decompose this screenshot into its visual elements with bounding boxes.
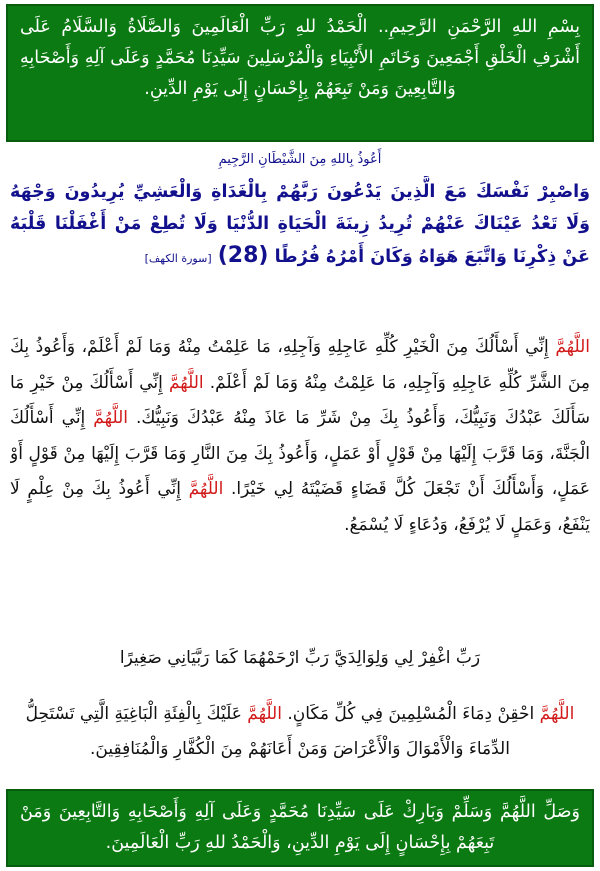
verse-text: وَاصْبِرْ نَفْسَكَ مَعَ الَّذِينَ يَدْعُونَ رَبَّهُمْ بِالْغَدَاةِ وَالْعَشِيِّ يُرِيدُونَ وَجْهَهُ وَلَا تَعْدُ عَيْنَاكَ عَنْهُمْ تُرِيدُ زِينَةَ الْحَيَاةِ الدُّنْيَا وَلَا تُطِعْ مَنْ أَغْفَلْنَا قَلْبَهُ عَنْ ذِكْرِنَا وَاتَّبَعَ هَوَاهُ وَكَانَ أَمْرُهُ فُرُطًا [10,182,590,267]
dua-part-4: إِنِّي أَعُوذُ بِكَ مِنْ عِلْمٍ لَا يَنْفَعُ، وَعَمَلٍ لَا يُرْفَعُ، وَدُعَاءٍ لَا يُسْمَعُ. [10,479,590,535]
allahumma-word: اللَّهُمَّ [93,408,128,428]
dua-part-3: إِنِّي أَسْأَلُكَ الْجَنَّةَ، وَمَا قَرَّبَ إِلَيْهَا مِنْ قَوْلٍ أَوْ عَمَلٍ، وَأَعُوذُ بِكَ مِنَ النَّارِ وَمَا قَرَّبَ إِلَيْهَا مِنْ قَوْلٍ أَوْ عَمَلٍ، وَأَسْأَلُكَ أَنْ تَجْعَلَ كُلَّ قَضَاءٍ قَضَيْتَهُ لِي خَيْرًا. [10,408,590,499]
dua-part-1: إِنِّي أَسْأَلُكَ مِنَ الْخَيْرِ كُلِّهِ عَاجِلِهِ وَآجِلِهِ، مَا عَلِمْتُ مِنْهُ وَمَا لَمْ أَعْلَمْ، وَأَعُوذُ بِكَ مِنَ الشَّرِّ كُلِّهِ عَاجِلِهِ وَآجِلِهِ، مَا عَلِمْتُ مِنْهُ وَمَا لَمْ أَعْلَمْ. [10,337,590,393]
verse-number: (28) [217,243,269,268]
closing-banner-text: وَصَلِّ اللَّهُمَّ وَسَلِّمْ وَبَارِكْ عَلَى سَيِّدِنَا مُحَمَّدٍ وَعَلَى آلِهِ وَأَصْحَابِهِ وَالتَّابِعِينَ وَمَنْ تَبِعَهُمْ بِإِحْسَانٍ إِلَى يَوْمِ الدِّينِ، وَالْحَمْدُ للهِ رَبِّ الْعَالَمِينَ. [20,802,580,853]
allahumma-word: اللَّهُمَّ [539,704,575,724]
dua-paragraph [10,330,590,620]
allahumma-word: اللَّهُمَّ [247,704,282,724]
rabbi-ighfir-line: رَبِّ اغْفِرْ لِي وَلِوَالِدَيَّ رَبِّ ارْحَمْهُمَا كَمَا رَبَّيَانِي صَغِيرًا [119,648,481,668]
istiadha-line: أَعُوذُ بِاللهِ مِنَ الشَّيْطَانِ الرَّجِيمِ [218,152,382,167]
quran-verse [10,176,590,314]
allahumma-word: اللَّهُمَّ [168,372,204,393]
allahumma-word: اللَّهُمَّ [555,337,590,357]
closing-banner [6,789,594,867]
last-dua-paragraph [10,697,590,777]
last-dua-part-2: عَلَيْكَ بِالْفِئَةِ الْبَاغِيَةِ الَّتِي تَسْتَحِلُّ الدِّمَاءَ وَالْأَمْوَالَ وَالْأَعْرَاضَ وَمَنْ أَعَانَهُمْ مِنَ الْكُفَّارِ وَالْمُنَافِقِينَ. [25,704,510,759]
last-dua-part-1: احْقِنْ دِمَاءَ الْمُسْلِمِينَ فِي كُلِّ مَكَانٍ. [287,704,535,724]
surah-reference: [سورة الكهف] [144,252,212,265]
allahumma-word: اللَّهُمَّ [188,479,224,499]
opening-banner-text: بِسْمِ اللهِ الرَّحْمَنِ الرَّحِيمِ.. الْحَمْدُ للهِ رَبِّ الْعَالَمِينَ وَالصَّلَاةُ وَالسَّلَامُ عَلَى أَشْرَفِ الْخَلْقِ أَجْمَعِينَ وَخَاتَمِ الأَنْبِيَاءِ وَالْمُرْسَلِينَ سَيِّدِنَا مُحَمَّدٍ وَعَلَى آلِهِ وَأَصْحَابِهِ وَالتَّابِعِينَ وَمَنْ تَبِعَهُمْ بِإِحْسَانٍ إِلَى يَوْمِ الدِّينِ. [20,17,580,99]
opening-banner [6,4,594,142]
dua-part-2: إِنِّي أَسْأَلُكَ مِنْ خَيْرِ مَا سَأَلَكَ عَبْدُكَ وَنَبِيُّكَ، وَأَعُوذُ بِكَ مِنْ شَرِّ مَا عَاذَ مِنْهُ عَبْدُكَ وَنَبِيُّكَ. [10,372,590,428]
